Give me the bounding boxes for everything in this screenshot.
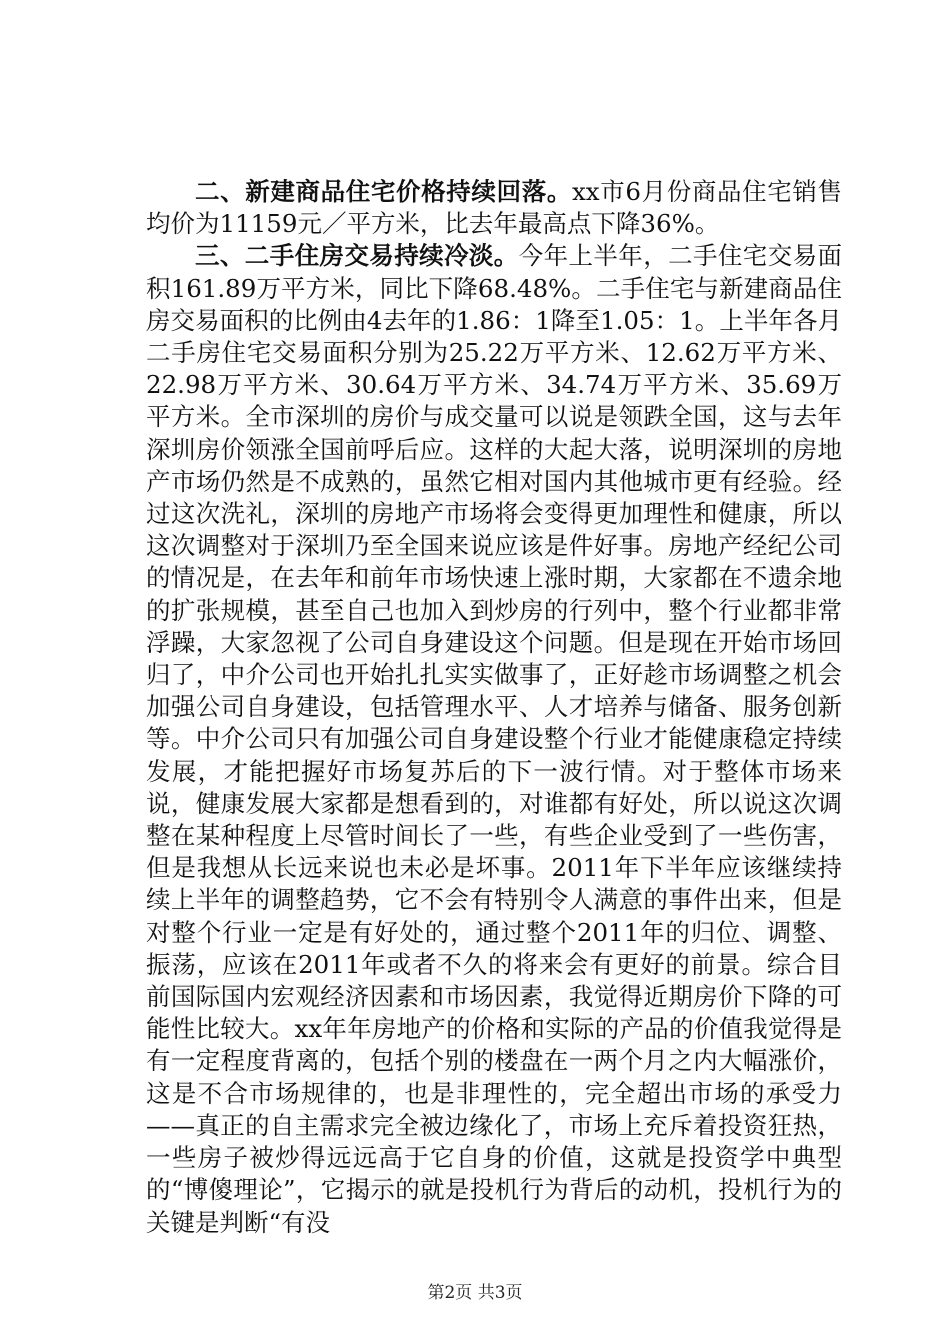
paragraph-second-hand-housing	[146, 240, 842, 1238]
paragraph-heading: 二、新建商品住宅价格持续回落。	[195, 177, 572, 206]
document-body	[146, 176, 842, 1239]
paragraph-text: xx市6月份商品住宅销售均价为11159元／平方米，比去年最高点下降36%。	[146, 177, 842, 239]
paragraph-heading: 三、二手住房交易持续冷淡。	[195, 241, 519, 271]
paragraph-new-housing-prices	[146, 176, 842, 240]
page-number-footer: 第2页 共3页	[427, 1283, 523, 1303]
paragraph-text: 今年上半年，二手住宅交易面积161.89万平方米，同比下降68.48%。二手住宅与新建商品住房交易面积的比例由4去年的1.86：1降至1.05：1。上半年各月二手房住宅交易面积分别为25.22万平方米、12.62万平方米、22.98万平方米、30.64万平方米、34.74万平方米、35.69万平方米。全市深圳的房价与成交量可以说是领跌全国，这与去年深圳房价领涨全国前呼后应。这样的大起大落，说明深圳的房地产市场仍然是不成熟的，虽然它相对国内其他城市更有经验。经过这次洗礼，深圳的房地产市场将会变得更加理性和健康，所以这次调整对于深圳乃至全国来说应该是件好事。房地产经纪公司的情况是，在去年和前年市场快速上涨时期，大家都在不遗余地的扩张规模，甚至自己也加入到炒房的行列中，整个行业都非常浮躁，大家忽视了公司自身建设这个问题。但是现在开始市场回归了，中介公司也开始扎扎实实做事了，正好趁市场调整之机会加强公司自身建设，包括管理水平、人才培养与储备、服务创新等。中介公司只有加强公司自身建设整个行业才能健康稳定持续发展，才能把握好市场复苏后的下一波行情。对于整体市场来说，健康发展大家都是想看到的，对谁都有好处，所以说这次调整在某种程度上尽管时间长了一些，有些企业受到了一些伤害，但是我想从长远来说也未必是坏事。2011年下半年应该继续持续上半年的调整趋势，它不会有特别令人满意的事件出来，但是对整个行业一定是有好处的，通过整个2011年的归位、调整、振荡，应该在2011年或者不久的将来会有更好的前景。综合目前国际国内宏观经济因素和市场因素，我觉得近期房价下降的可能性比较大。xx年年房地产的价格和实际的产品的价值我觉得是有一定程度背离的，包括个别的楼盘在一两个月之内大幅涨价，这是不合市场规律的，也是非理性的，完全超出市场的承受力——真正的自主需求完全被边缘化了，市场上充斥着投资狂热，一些房子被炒得远远高于它自身的价值，这就是投资学中典型的“博傻理论”，它揭示的就是投机行为背后的动机，投机行为的关键是判断“有没	[146, 241, 843, 1237]
